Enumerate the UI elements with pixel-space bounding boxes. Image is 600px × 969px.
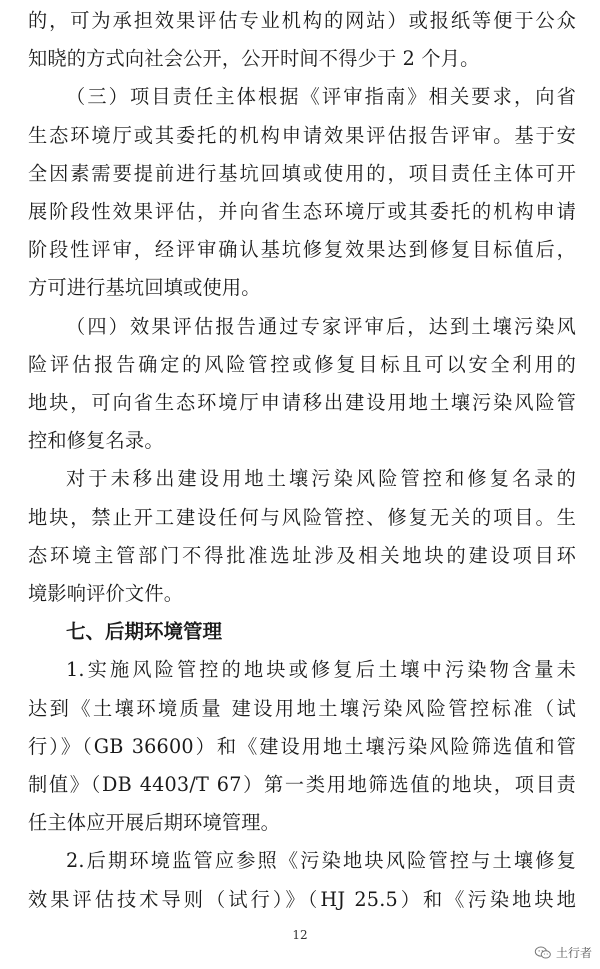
- text-line: 任主体应开展后期环境管理。: [28, 811, 281, 835]
- text-line: 地块，禁止开工建设任何与风险管控、修复无关的项目。生: [28, 505, 576, 529]
- text-line: 制值》（DB 4403/T 67）第一类用地筛选值的地块，项目责: [28, 773, 576, 797]
- text-line: 展阶段性效果评估，并向省生态环境厅或其委托的机构申请: [28, 200, 576, 224]
- watermark-text: 土行者: [555, 946, 592, 960]
- section-heading: 七、后期环境管理: [66, 620, 223, 644]
- text-line: 阶段性评审，经评审确认基坑修复效果达到修复目标值后，: [28, 238, 576, 262]
- text-line: 方可进行基坑回填或使用。: [28, 276, 261, 300]
- text-line: 的，可为承担效果评估专业机构的网站）或报纸等便于公众: [28, 9, 576, 32]
- text-line: （四）效果评估报告通过专家评审后，达到土壤污染风: [66, 314, 576, 338]
- text-line: 效果评估技术导则（试行）》（HJ 25.5）和《污染地块地: [28, 887, 576, 911]
- text-line: 对于未移出建设用地土壤污染风险管控和修复名录的: [66, 467, 576, 491]
- paragraph-3: [28, 308, 576, 461]
- text-line: 行）》（GB 36600）和《建设用地土壤污染风险筛选值和管: [28, 734, 576, 758]
- text-line: 1.实施风险管控的地块或修复后土壤中污染物含量未: [66, 658, 576, 682]
- text-line: （三）项目责任主体根据《评审指南》相关要求，向省: [66, 85, 576, 109]
- document-body: [28, 2, 576, 919]
- text-line: 险评估报告确定的风险管控或修复目标且可以安全利用的: [28, 352, 576, 376]
- paragraph-1: [28, 2, 576, 78]
- paragraph-5: [28, 651, 576, 842]
- text-line: 全因素需要提前进行基坑回填或使用的，项目责任主体可开: [28, 161, 576, 185]
- text-line: 地块，可向省生态环境厅申请移出建设用地土壤污染风险管: [28, 391, 576, 415]
- wechat-icon: [534, 946, 552, 960]
- paragraph-2: [28, 78, 576, 307]
- text-line: 态环境主管部门不得批准选址涉及相关地块的建设项目环: [28, 543, 576, 567]
- paragraph-6: [28, 842, 576, 918]
- text-line: 控和修复名录。: [28, 429, 164, 453]
- text-line: 生态环境厅或其委托的机构申请效果评估报告评审。基于安: [28, 123, 576, 147]
- paragraph-4: [28, 460, 576, 613]
- page-number: 12: [292, 928, 308, 942]
- text-line: 达到《土壤环境质量 建设用地土壤污染风险管控标准（试: [28, 696, 576, 720]
- text-line: 境影响评价文件。: [28, 582, 184, 606]
- text-line: 知晓的方式向社会公开，公开时间不得少于 2 个月。: [28, 47, 480, 71]
- text-line: 2.后期环境监管应参照《污染地块风险管控与土壤修复: [66, 849, 576, 873]
- watermark: [534, 944, 592, 961]
